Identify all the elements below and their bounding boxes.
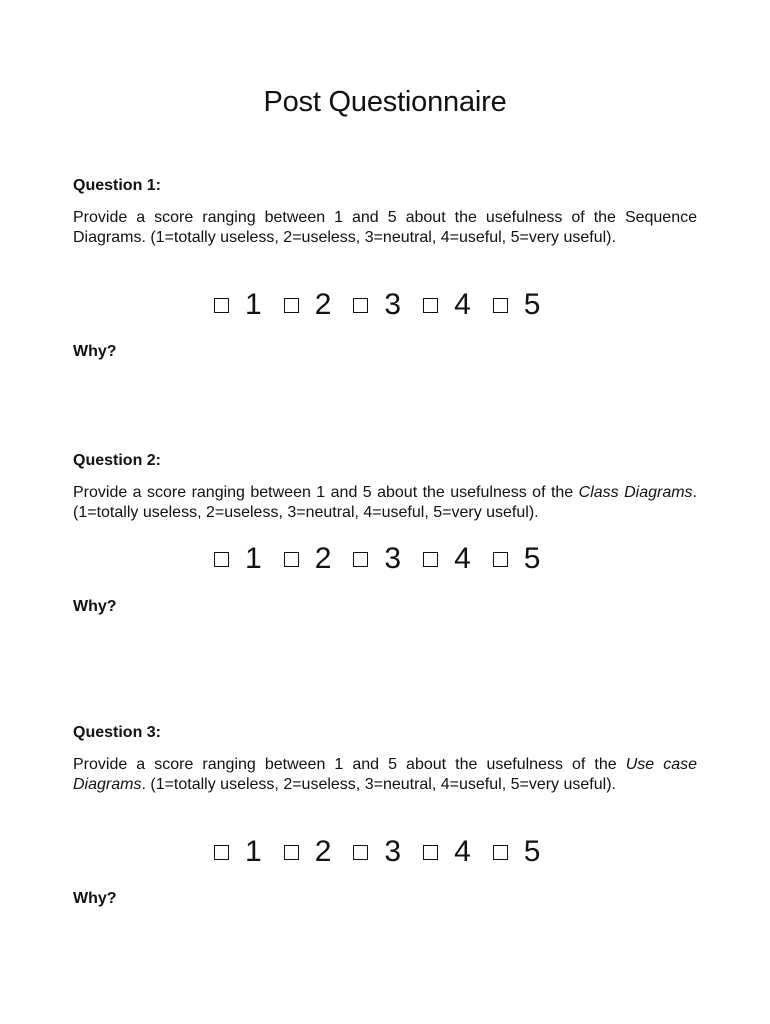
option-label: 2: [314, 542, 332, 575]
question-text-part: Provide a score ranging between 1 and 5 about the usefulness of the: [73, 756, 626, 773]
rating-option-4[interactable]: [423, 542, 471, 576]
option-label: 2: [314, 288, 332, 321]
question-heading: Question 1:: [73, 177, 162, 194]
checkbox[interactable]: [423, 298, 438, 313]
option-label: 5: [523, 835, 541, 868]
checkbox[interactable]: [493, 298, 508, 313]
question-text: [73, 755, 697, 795]
checkbox[interactable]: [423, 552, 438, 567]
rating-option-1[interactable]: [214, 288, 262, 322]
question-2: [73, 451, 697, 523]
option-label: 2: [314, 835, 332, 868]
checkbox[interactable]: [423, 845, 438, 860]
checkbox[interactable]: [493, 845, 508, 860]
option-label: 3: [384, 835, 402, 868]
option-label: 1: [245, 542, 262, 575]
rating-option-3[interactable]: [353, 835, 401, 869]
checkbox[interactable]: [353, 552, 368, 567]
option-label: 4: [454, 288, 471, 321]
option-label: 4: [454, 835, 471, 868]
checkbox[interactable]: [214, 552, 229, 567]
option-label: 5: [523, 542, 541, 575]
rating-options-q2: [214, 542, 562, 576]
question-text-part: . (1=totally useless, 2=useless, 3=neutral, 4=useful, 5=very useful).: [73, 484, 697, 521]
rating-option-1[interactable]: [214, 542, 262, 576]
question-text-italic: Use case Diagrams: [73, 756, 698, 793]
rating-option-2[interactable]: [284, 542, 332, 576]
question-heading: Question 2:: [73, 452, 162, 469]
rating-option-4[interactable]: [423, 288, 471, 322]
checkbox[interactable]: [284, 552, 299, 567]
checkbox[interactable]: [493, 552, 508, 567]
option-label: 3: [384, 288, 402, 321]
question-text-part: Provide a score ranging between 1 and 5 about the usefulness of the Sequence Diagrams. (1=totally useless, 2=useless, 3=neutral, 4=useful, 5=very useful).: [73, 209, 697, 246]
page-title: Post Questionnaire: [263, 86, 507, 118]
question-text-italic: Class Diagrams: [578, 484, 693, 501]
question-text: [73, 208, 697, 248]
rating-option-1[interactable]: [214, 835, 262, 869]
question-heading: Question 3:: [73, 724, 162, 741]
rating-option-5[interactable]: [493, 288, 541, 322]
option-label: 4: [454, 542, 471, 575]
rating-option-5[interactable]: [493, 542, 541, 576]
rating-options-q3: [214, 835, 562, 869]
checkbox[interactable]: [214, 845, 229, 860]
option-label: 5: [523, 288, 541, 321]
question-1: [73, 176, 697, 248]
checkbox[interactable]: [214, 298, 229, 313]
rating-option-5[interactable]: [493, 835, 541, 869]
rating-option-2[interactable]: [284, 835, 332, 869]
why-label: Why?: [73, 890, 117, 907]
why-label: Why?: [73, 598, 117, 615]
option-label: 1: [245, 288, 262, 321]
rating-option-4[interactable]: [423, 835, 471, 869]
option-label: 3: [384, 542, 402, 575]
checkbox[interactable]: [353, 298, 368, 313]
checkbox[interactable]: [284, 298, 299, 313]
rating-option-3[interactable]: [353, 288, 401, 322]
rating-option-2[interactable]: [284, 288, 332, 322]
checkbox[interactable]: [284, 845, 299, 860]
question-3: [73, 723, 697, 795]
rating-options-q1: [214, 288, 562, 322]
checkbox[interactable]: [353, 845, 368, 860]
rating-option-3[interactable]: [353, 542, 401, 576]
question-text-part: . (1=totally useless, 2=useless, 3=neutral, 4=useful, 5=very useful).: [141, 776, 616, 793]
question-text: [73, 483, 697, 523]
option-label: 1: [245, 835, 262, 868]
why-label: Why?: [73, 343, 117, 360]
question-text-part: Provide a score ranging between 1 and 5 about the usefulness of the: [73, 484, 579, 501]
